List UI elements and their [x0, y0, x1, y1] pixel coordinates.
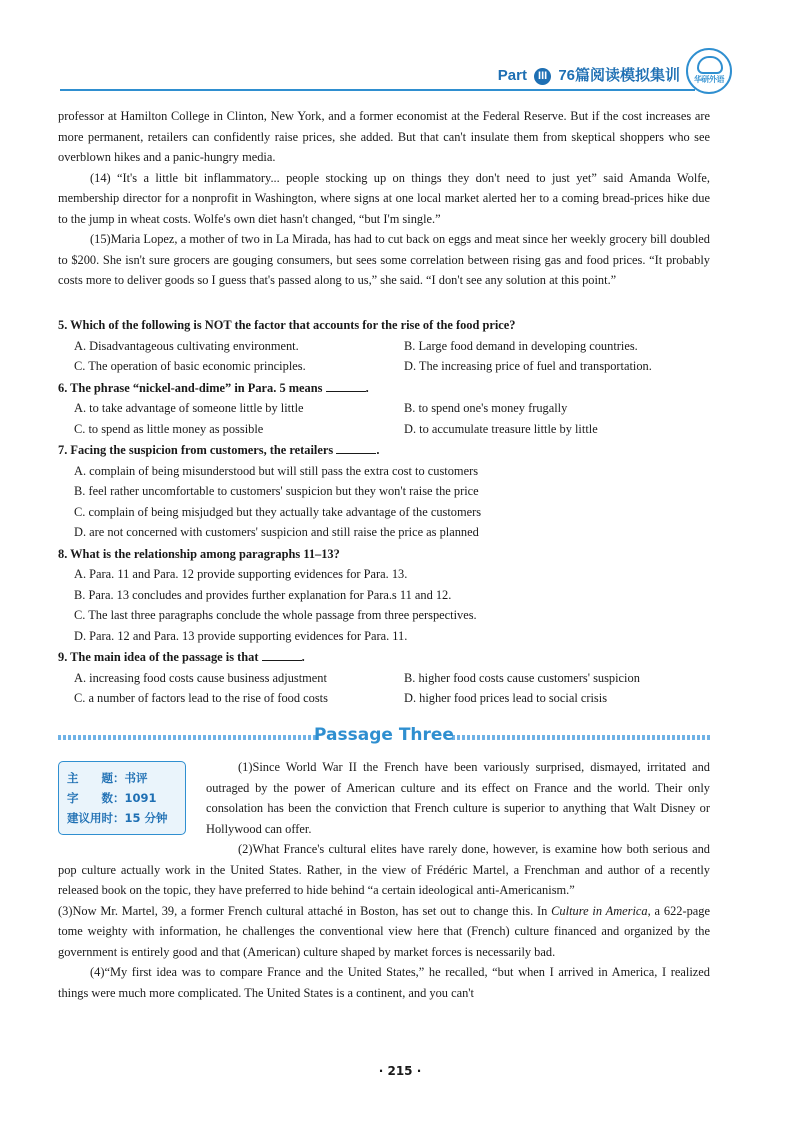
- passage-title-bar: [58, 725, 710, 749]
- option: A. to take advantage of someone little by little: [74, 401, 304, 415]
- passage3-paragraph-1-wrap: [206, 757, 710, 839]
- info-time: [67, 808, 185, 828]
- option: A. Para. 11 and Para. 12 provide supporting evidences for Para. 13.: [74, 567, 408, 581]
- info-topic: [67, 768, 185, 788]
- info-value: 书评: [124, 771, 148, 785]
- info-value: 15 分钟: [124, 811, 168, 825]
- passage3-body: [58, 839, 710, 1003]
- paragraph: professor at Hamilton College in Clinton, New York, and a former economist at the Federal Reserve. But if the cost increases are more permanent, retailers can confidently raise prices, she added. But that can't insulate them from skeptical shoppers who see overblown hikes and a panic-hungry media.: [58, 109, 710, 164]
- option: B. Para. 13 concludes and provides further explanation for Para.s 11 and 12.: [74, 587, 452, 602]
- question-5-options-row-1: [58, 336, 710, 357]
- paragraph: (2)What France's cultural elites have rarely done, however, is examine how both serious and pop culture actually work in the United States. Rather, in the view of Frédéric Martel, a Frenchman and author of a recently released book on the topic, they have preferred to hide behind “a certain ideological anti-Americanism.”: [58, 842, 710, 897]
- option: C. complain of being misjudged but they actually take advantage of the customers: [74, 504, 482, 519]
- stem-text: 7. Facing the suspicion from customers, the retailers: [58, 443, 334, 457]
- part-label: Part: [497, 67, 527, 84]
- option: D. Para. 12 and Para. 13 provide supporting evidences for Para. 11.: [74, 628, 408, 643]
- question-5-options-row-2: [58, 356, 710, 377]
- info-label: 主 题：: [67, 771, 125, 785]
- answer-blank: [262, 648, 302, 661]
- option: A. increasing food costs cause business adjustment: [74, 670, 327, 685]
- header-rule: [60, 89, 695, 91]
- answer-blank: [336, 441, 376, 454]
- option: D. higher food prices lead to social crisis: [404, 691, 608, 705]
- paragraph: (14) “It's a little bit inflammatory... people stocking up on things they don't need to just yet” said Amanda Wolfe, membership director for a nonprofit in Washington, where signs at one local market alerted her to a coming bread-prices hike due to the jump in wheat costs. Wolfe's own diet hasn't changed, “but I'm single.”: [58, 170, 710, 226]
- book-title-italic: Culture in America: [551, 903, 648, 918]
- passage-info-box: [58, 761, 186, 835]
- stem-end: .: [365, 380, 369, 395]
- stem-text: 9. The main idea of the passage is that: [58, 650, 259, 664]
- question-5-stem: 5. Which of the following is NOT the factor that accounts for the rise of the food price?: [58, 318, 516, 332]
- stem-text: 6. The phrase “nickel-and-dime” in Para. 5 means: [58, 380, 323, 395]
- book-title: 76篇阅读模拟集训: [558, 67, 680, 84]
- question-6-options-row-1: [58, 398, 710, 419]
- passage-continuation: [58, 106, 710, 291]
- question-list: [58, 314, 710, 709]
- paragraph: (15)Maria Lopez, a mother of two in La Mirada, has had to cut back on eggs and meat since her weekly grocery bill doubled to $200. She isn't sure grocers are gouging consumers, but sees some correlation between rising gas and food prices. “It probably costs more to deliver goods so I guess that's passed along to us,” she said. “I don't see any solution at this point.”: [58, 232, 710, 287]
- logo-text: 华研外语: [694, 75, 724, 84]
- publisher-logo: [686, 48, 732, 94]
- info-word-count: [67, 788, 185, 808]
- question-9-options-row-1: [58, 668, 710, 689]
- question-8-stem: 8. What is the relationship among paragraphs 11–13?: [58, 546, 340, 561]
- option: C. to spend as little money as possible: [74, 421, 264, 436]
- paragraph: [58, 901, 710, 963]
- header-title: [498, 64, 680, 85]
- option: B. to spend one's money frugally: [404, 401, 568, 415]
- text-run: (3)Now Mr. Martel, 39, a former French cultural attaché in Boston, has set out to change this. In: [58, 903, 552, 918]
- text-run: , a 622-page tome weighty with information, he challenges the conventional view here that (French) culture financed and organized by the government is entirely good and that (American) culture shaped by market forces is necessarily bad.: [58, 903, 710, 959]
- stem-end: .: [376, 443, 380, 457]
- question-6-options-row-2: [58, 419, 710, 440]
- option: C. The last three paragraphs conclude the whole passage from three perspectives.: [74, 608, 477, 622]
- info-label: 建议用时：: [67, 811, 125, 825]
- logo-icon: [697, 56, 723, 74]
- question-9-stem: [58, 647, 710, 668]
- answer-blank: [326, 379, 366, 392]
- page-number: · 215 ·: [378, 1064, 422, 1078]
- paragraph: (4)“My first idea was to compare France and the United States,” he recalled, “but when I arrived in America, I realized things were much more complicated. The United States is a continent, and you can't: [58, 965, 710, 1000]
- option: D. to accumulate treasure little by little: [404, 421, 598, 436]
- question-7-stem: [58, 440, 710, 461]
- info-value: 1091: [124, 791, 157, 805]
- option: B. feel rather uncomfortable to customers' suspicion but they won't raise the price: [74, 484, 479, 498]
- page-header: [0, 62, 800, 96]
- option: D. The increasing price of fuel and transportation.: [404, 359, 652, 373]
- part-numeral-badge: III: [534, 68, 551, 85]
- paragraph: (1)Since World War II the French have been variously surprised, dismayed, irritated and outraged by the power of American culture and its effect on France and the world. Their only consolation has been the conviction that French culture is superior to anything that Walt Disney or Hollywood can offer.: [206, 760, 710, 836]
- stem-end: .: [301, 650, 305, 664]
- option: B. higher food costs cause customers' suspicion: [404, 670, 640, 685]
- option: D. are not concerned with customers' suspicion and still raise the price as planned: [74, 525, 479, 539]
- option: A. Disadvantageous cultivating environment.: [74, 338, 299, 353]
- question-6-stem: [58, 378, 710, 399]
- option: C. a number of factors lead to the rise of food costs: [74, 691, 328, 705]
- option: A. complain of being misunderstood but will still pass the extra cost to customers: [74, 463, 479, 478]
- option: C. The operation of basic economic principles.: [74, 359, 306, 373]
- passage-title: Passage Three: [314, 725, 454, 745]
- question-9-options-row-2: [58, 688, 710, 709]
- option: B. Large food demand in developing countries.: [404, 338, 638, 353]
- info-label: 字 数：: [67, 791, 125, 805]
